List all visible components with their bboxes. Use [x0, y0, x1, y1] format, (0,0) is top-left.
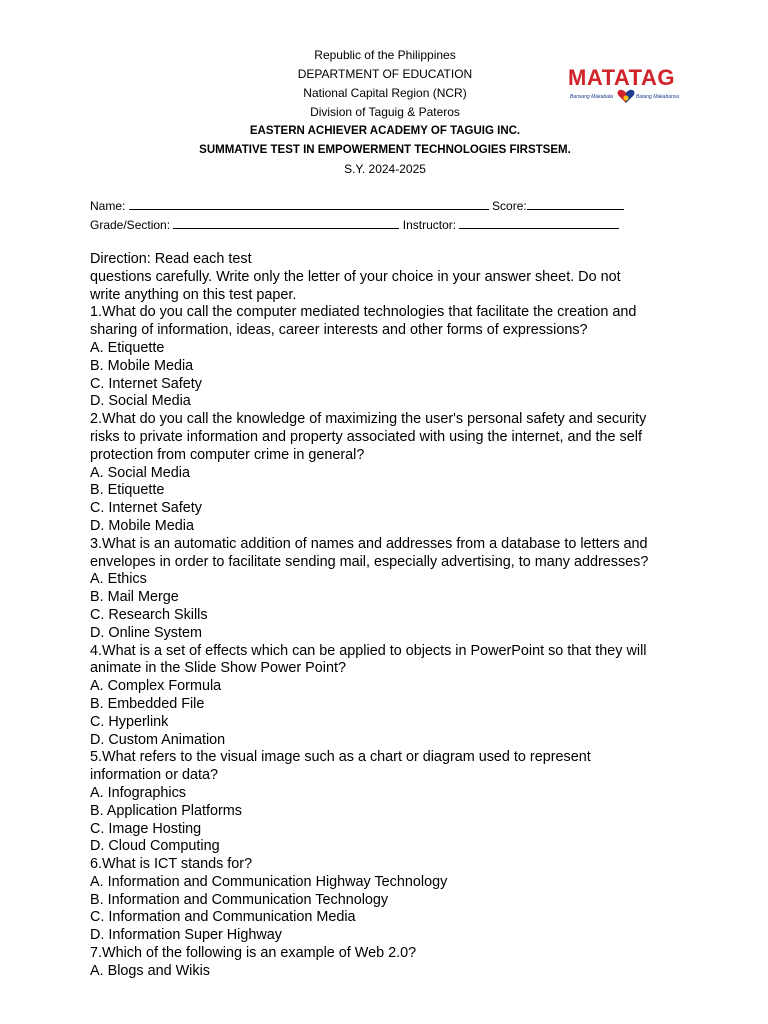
- question-7-text: 7.Which of the following is an example of Web 2.0?: [90, 945, 417, 962]
- score-label: Score:: [492, 199, 527, 213]
- choice-7a: A. Blogs and Wikis: [90, 962, 210, 979]
- matatag-logo: [568, 66, 688, 110]
- logo-tagline-left: Bansang Makabata: [570, 94, 614, 100]
- document-header: [160, 46, 610, 179]
- choice-5a: A. Infographics: [90, 784, 186, 801]
- choice-3b: B. Mail Merge: [90, 589, 179, 606]
- score-field[interactable]: [527, 196, 624, 210]
- grade-section-label: Grade/Section:: [90, 218, 171, 232]
- header-department: DEPARTMENT OF EDUCATION: [297, 67, 473, 81]
- question-3-text: 3.What is an automatic addition of names and addresses from a database to letters and: [90, 535, 648, 552]
- choice-2d: D. Mobile Media: [90, 517, 194, 534]
- question-4-text: animate in the Slide Show Power Point?: [90, 660, 346, 677]
- header-republic: Republic of the Philippines: [314, 48, 456, 62]
- school-year: S.Y. 2024-2025: [344, 162, 426, 176]
- logo-tagline-right: Batang Makabansa: [636, 94, 680, 100]
- choice-6d: D. Information Super Highway: [90, 927, 282, 944]
- header-region: National Capital Region (NCR): [303, 86, 467, 100]
- choice-1d: D. Social Media: [90, 393, 191, 410]
- choice-3d: D. Online System: [90, 624, 202, 641]
- choice-1b: B. Mobile Media: [90, 357, 194, 374]
- school-name: EASTERN ACHIEVER ACADEMY OF TAGUIG INC.: [249, 125, 521, 137]
- question-2-text: risks to private information and property associated with using the internet, and the self: [90, 428, 642, 445]
- question-5-text: 5.What refers to the visual image such as a chart or diagram used to represent: [90, 749, 591, 766]
- choice-2a: A. Social Media: [90, 464, 190, 481]
- choice-4d: D. Custom Animation: [90, 731, 226, 748]
- choice-1c: C. Internet Safety: [90, 375, 202, 392]
- choice-6c: C. Information and Communication Media: [90, 909, 356, 926]
- choice-5b: B. Application Platforms: [90, 802, 242, 819]
- question-2-text: protection from computer crime in general?: [90, 446, 365, 463]
- choice-5d: D. Cloud Computing: [90, 838, 220, 855]
- header-division: Division of Taguig & Pateros: [310, 105, 460, 119]
- direction-line: questions carefully. Write only the letter of your choice in your answer sheet. Do not: [90, 268, 621, 285]
- question-4-text: 4.What is a set of effects which can be applied to objects in PowerPoint so that they will: [90, 642, 647, 659]
- test-title: SUMMATIVE TEST IN EMPOWERMENT TECHNOLOGIES FIRSTSEM.: [199, 144, 571, 156]
- heart-icon: [617, 88, 635, 104]
- test-body: [90, 251, 690, 981]
- choice-4c: C. Hyperlink: [90, 713, 169, 730]
- instructor-field[interactable]: [459, 215, 619, 229]
- question-1-text: sharing of information, ideas, career interests and other forms of expressions?: [90, 322, 588, 339]
- choice-1a: A. Etiquette: [90, 339, 165, 356]
- choice-2b: B. Etiquette: [90, 482, 165, 499]
- question-6-text: 6.What is ICT stands for?: [90, 856, 253, 873]
- direction-line: write anything on this test paper.: [90, 286, 297, 303]
- choice-3a: A. Ethics: [90, 571, 147, 588]
- question-5-text: information or data?: [90, 767, 218, 784]
- grade-section-field[interactable]: [173, 215, 399, 229]
- name-label: Name:: [90, 199, 126, 213]
- choice-6a: A. Information and Communication Highway Technology: [90, 873, 448, 890]
- question-2-text: 2.What do you call the knowledge of maximizing the user's personal safety and security: [90, 411, 647, 428]
- choice-5c: C. Image Hosting: [90, 820, 202, 837]
- grade-instructor-row: [90, 215, 650, 233]
- choice-4b: B. Embedded File: [90, 695, 205, 712]
- choice-4a: A. Complex Formula: [90, 678, 222, 695]
- name-field[interactable]: [129, 196, 489, 210]
- question-3-text: envelopes in order to facilitate sending mail, especially advertising, to many addresses?: [90, 553, 649, 570]
- choice-2c: C. Internet Safety: [90, 500, 202, 517]
- name-score-row: [90, 196, 650, 214]
- question-1-text: 1.What do you call the computer mediated technologies that facilitate the creation and: [90, 304, 637, 321]
- direction-line: Direction: Read each test: [90, 251, 252, 267]
- choice-6b: B. Information and Communication Technology: [90, 891, 389, 908]
- choice-3c: C. Research Skills: [90, 606, 208, 623]
- logo-wordmark: MATATAG: [568, 65, 675, 90]
- instructor-label: Instructor:: [402, 218, 457, 232]
